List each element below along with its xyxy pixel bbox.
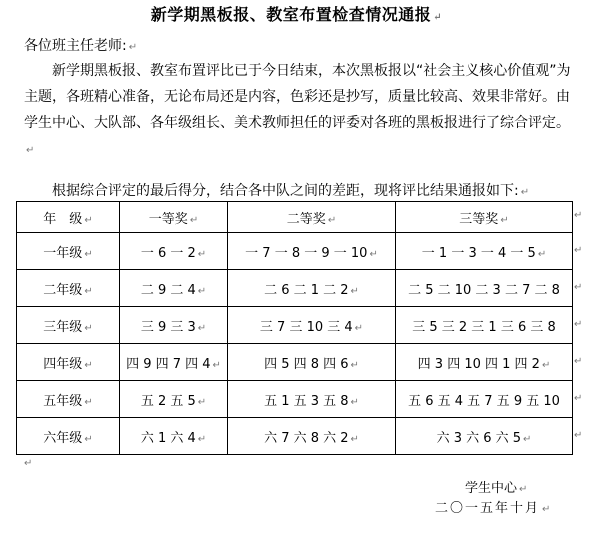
table-row <box>17 418 573 455</box>
results-table <box>16 201 573 455</box>
grade-cell: 三年级 ↵ <box>17 307 120 344</box>
empty-paragraph-mark: ↵ <box>24 458 33 469</box>
table-row <box>17 233 573 270</box>
third-prize-cell: 二 5 二 10 二 3 二 7 二 8 <box>396 270 573 307</box>
row-end-mark: ↵ <box>574 319 583 330</box>
row-end-mark: ↵ <box>574 245 583 256</box>
row-end-mark: ↵ <box>574 356 583 367</box>
paragraph-mark: ↵ <box>520 187 530 198</box>
grade-cell: 六年级 ↵ <box>17 418 120 455</box>
second-prize-cell: 六 7 六 8 六 2 ↵ <box>228 418 396 455</box>
body-paragraph-2: 根据综合评定的最后得分，结合各中队之间的差距，现将评比结果通报如下: ↵ <box>52 183 530 199</box>
row-end-mark: ↵ <box>574 430 583 441</box>
second-prize-cell: 三 7 三 10 三 4 ↵ <box>228 307 396 344</box>
second-prize-cell: 四 5 四 8 四 6 ↵ <box>228 344 396 381</box>
second-prize-cell: 一 7 一 8 一 9 一 10 ↵ <box>228 233 396 270</box>
table-row <box>17 381 573 418</box>
table-row <box>17 270 573 307</box>
signer: 学生中心 ↵ <box>465 481 528 496</box>
grade-cell: 四年级 ↵ <box>17 344 120 381</box>
second-prize-cell: 五 1 五 3 五 8 ↵ <box>228 381 396 418</box>
first-prize-cell: 五 2 五 5 ↵ <box>120 381 228 418</box>
paragraph-mark: ↵ <box>26 145 35 156</box>
body-paragraph-1: 新学期黑板报、教室布置评比已于今日结束，本次黑板报以“社会主义核心价值观”为主题，各班精心准备，无论布局还是内容，色彩还是抄写，质量比较高、效果非常好。由学生中心、大队部、各年级组长、美术教师担任的评委对各班的黑板报进行了综合评定。↵ <box>24 63 571 156</box>
paragraph-mark: ↵ <box>433 12 443 23</box>
row-end-mark: ↵ <box>574 282 583 293</box>
header-second-prize: 二等奖 ↵ <box>228 202 396 233</box>
grade-cell: 一年级 ↵ <box>17 233 120 270</box>
third-prize-cell: 一 1 一 3 一 4 一 5 ↵ <box>396 233 573 270</box>
first-prize-cell: 三 9 三 3 ↵ <box>120 307 228 344</box>
table-header-row <box>17 202 573 233</box>
header-grade: 年 级 ↵ <box>17 202 120 233</box>
first-prize-cell: 六 1 六 4 ↵ <box>120 418 228 455</box>
grade-cell: 五年级 ↵ <box>17 381 120 418</box>
third-prize-cell: 四 3 四 10 四 1 四 2 ↵ <box>396 344 573 381</box>
third-prize-cell: 六 3 六 6 六 5 ↵ <box>396 418 573 455</box>
signature-date: 二〇一五年十月 ↵ <box>435 501 553 516</box>
header-first-prize: 一等奖 ↵ <box>120 202 228 233</box>
first-prize-cell: 二 9 二 4 ↵ <box>120 270 228 307</box>
document-title: 新学期黑板报、教室布置检查情况通报 ↵ <box>150 5 443 24</box>
first-prize-cell: 四 9 四 7 四 4 ↵ <box>120 344 228 381</box>
third-prize-cell: 五 6 五 4 五 7 五 9 五 10 <box>396 381 573 418</box>
header-third-prize: 三等奖 ↵ <box>396 202 573 233</box>
row-end-mark: ↵ <box>574 210 583 221</box>
first-prize-cell: 一 6 一 2 ↵ <box>120 233 228 270</box>
paragraph-mark: ↵ <box>128 42 138 53</box>
grade-cell: 二年级 ↵ <box>17 270 120 307</box>
table-row <box>17 344 573 381</box>
table-row <box>17 307 573 344</box>
second-prize-cell: 二 6 二 1 二 2 ↵ <box>228 270 396 307</box>
salutation: 各位班主任老师: ↵ <box>24 38 138 54</box>
third-prize-cell: 三 5 三 2 三 1 三 6 三 8 <box>396 307 573 344</box>
row-end-mark: ↵ <box>574 393 583 404</box>
